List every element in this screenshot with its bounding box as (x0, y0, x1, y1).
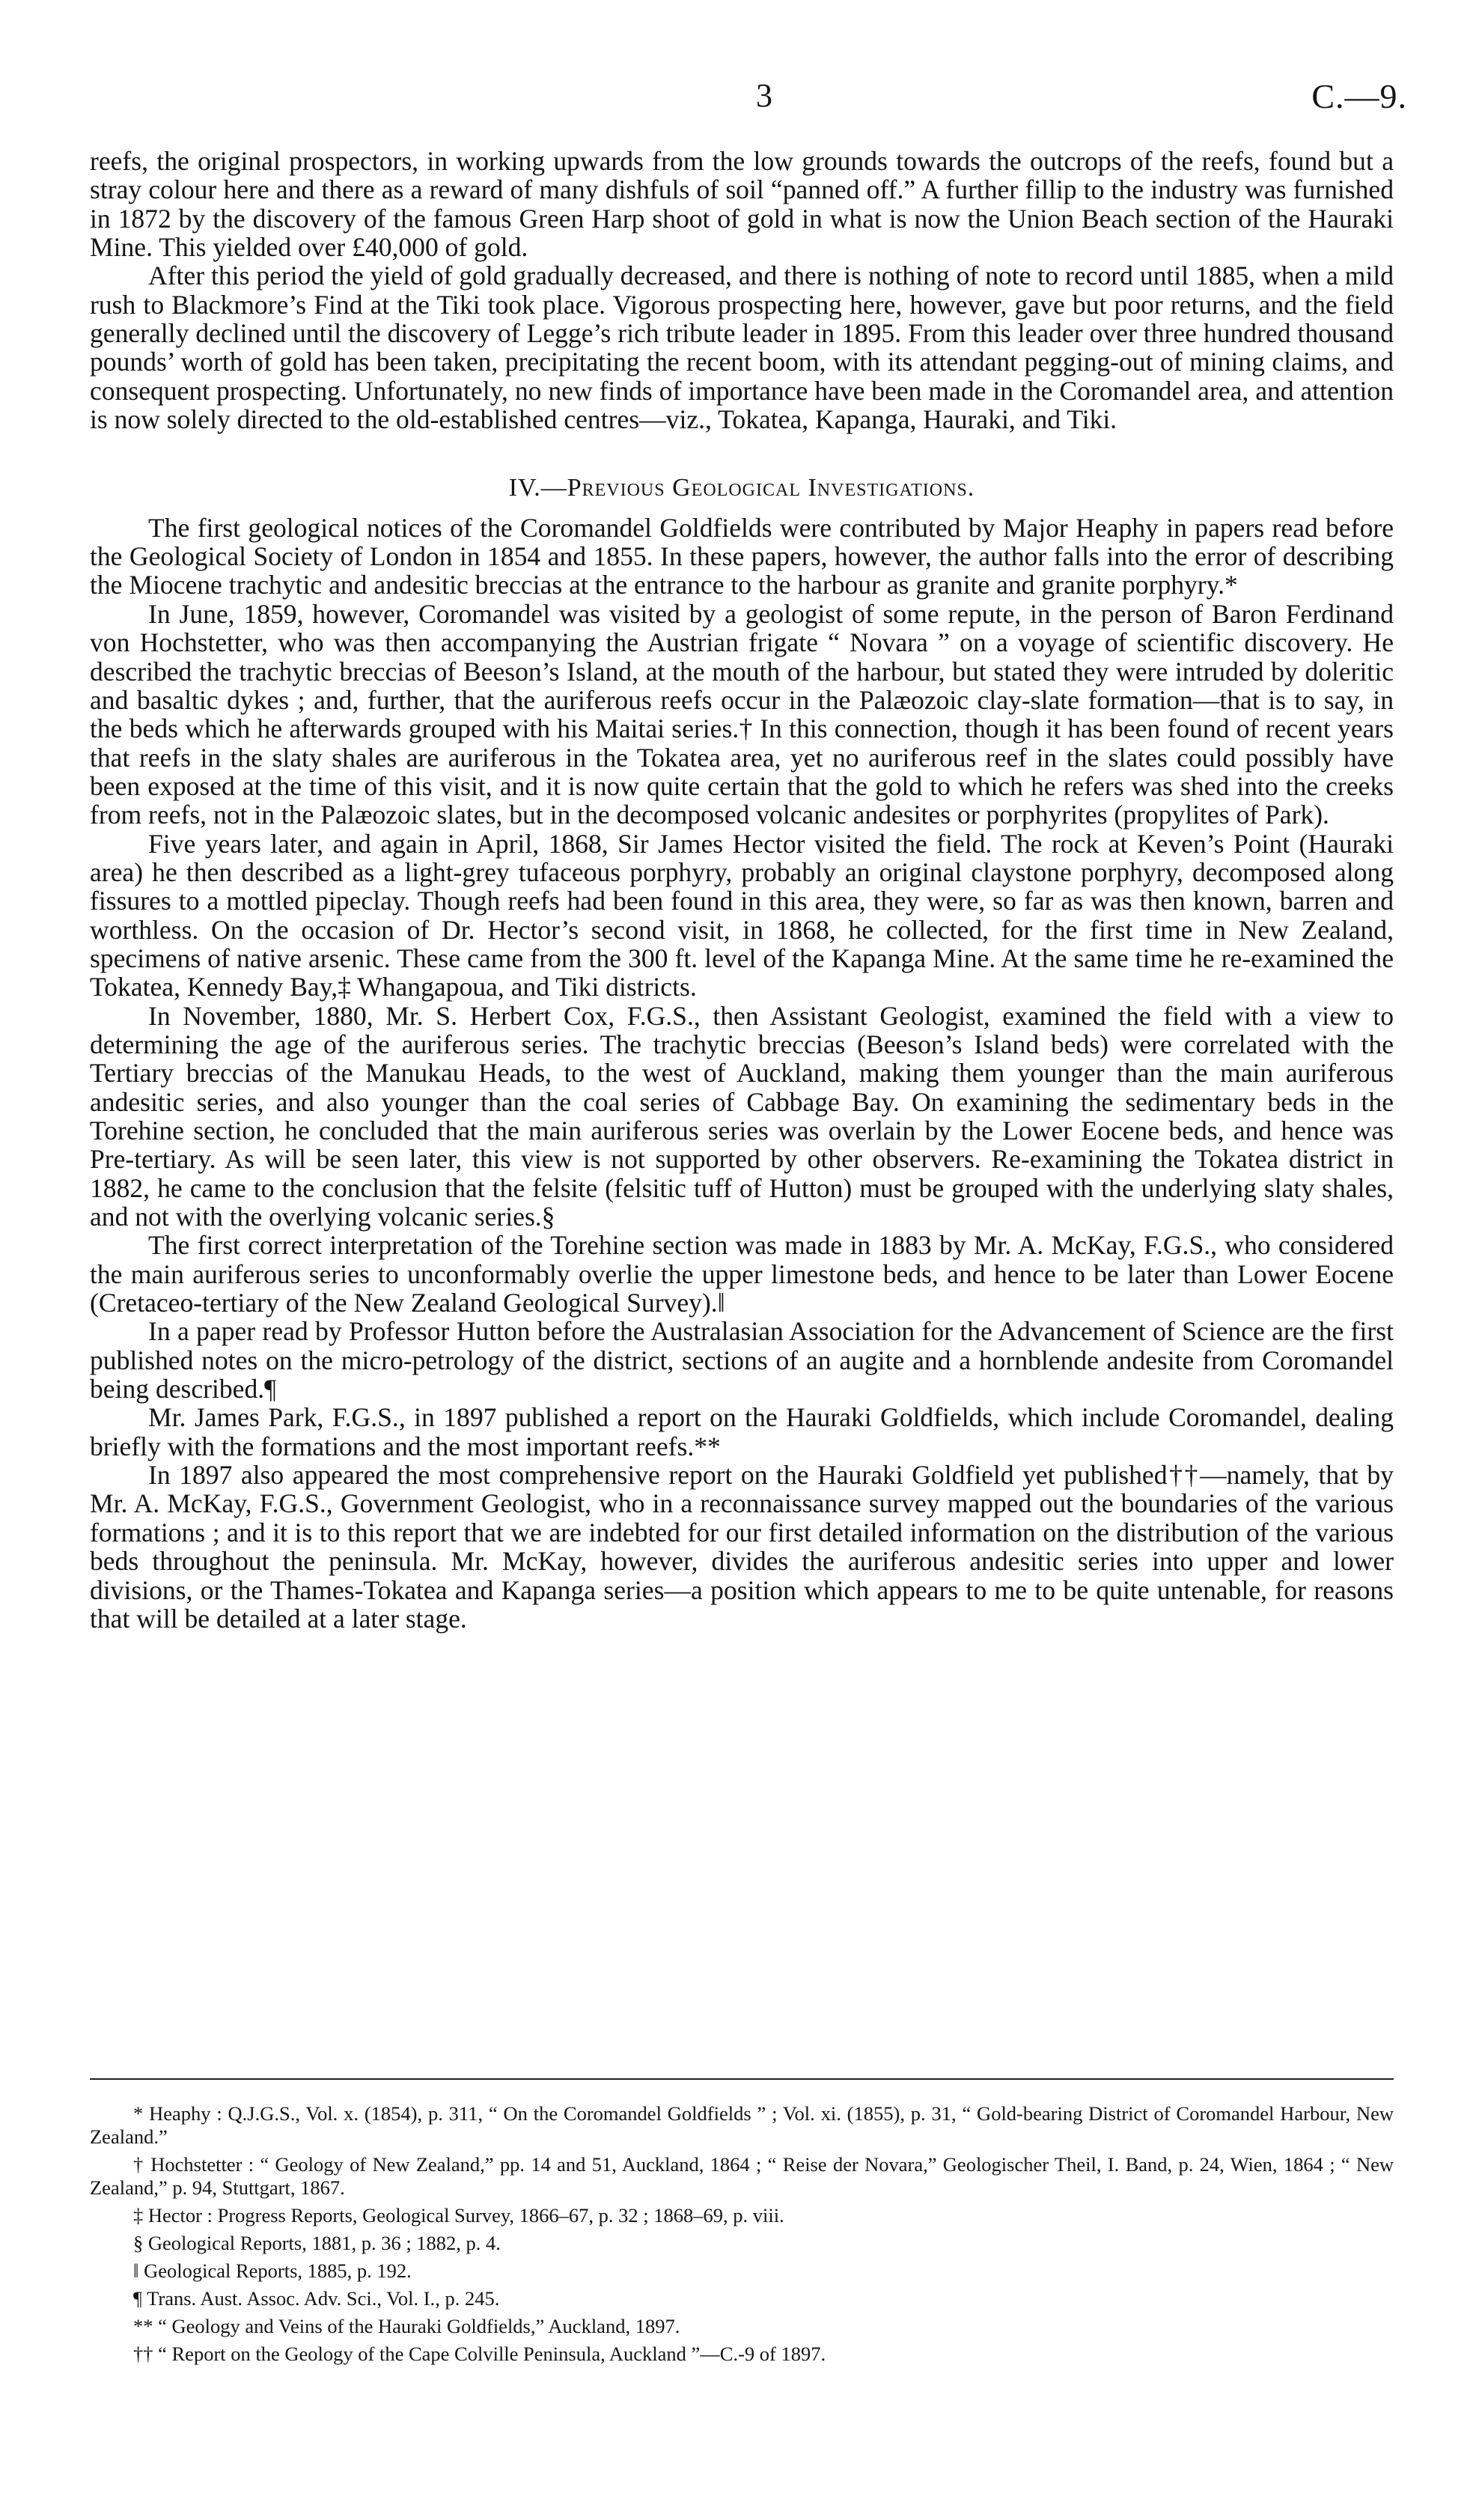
paragraph: Five years later, and again in April, 1868, Sir James Hector visited the field. The rock at Keven’s Point (Hauraki area) he then described as a light-grey tufaceous porphyry, probably an original claystone porphyry, decomposed along fissures to a mottled pipeclay. Though reefs had been found in this area, they were, so far as was then known, barren and worthless. On the occasion of Dr. Hector’s second visit, in 1868, he collected, for the first time in New Zealand, specimens of native arsenic. These came from the 300 ft. level of the Kapanga Mine. At the same time he re-examined the Tokatea, Kennedy Bay,‡ Whangapoua, and Tiki districts. (90, 828, 1394, 1002)
section-title: Previous Geological Investigations. (567, 474, 975, 502)
footnote: ‡ Hector : Progress Reports, Geological Survey, 1866–67, p. 32 ; 1868–69, p. viii. (133, 2204, 784, 2227)
paragraph: In November, 1880, Mr. S. Herbert Cox, F.G.S., then Assistant Geologist, examined the field with a view to determining the age of the auriferous series. The trachytic breccias (Beeson’s Island beds) were correlated with the Tertiary breccias of the Manukau Heads, to the west of Auckland, making them younger than the main auriferous andesitic series, and also younger than the coal series of Cabbage Bay. On examining the sedimentary beds in the Torehine section, he concluded that the main auriferous series was overlain by the Lower Eocene beds, and hence was Pre-tertiary. As will be seen later, this view is not supported by other observers. Re-examining the Tokatea district in 1882, he came to the conclusion that the felsite (felsitic tuff of Hutton) must be grouped with the underlying slaty shales, and not with the overlying volcanic series.§ (90, 1000, 1394, 1232)
footnote: * Heaphy : Q.J.G.S., Vol. x. (1854), p. 311, “ On the Coromandel Goldfields ” ; Vol. xi. (1855), p. 31, “ Gold-bearing District of Coromandel Harbour, New Zealand.” (90, 2102, 1394, 2148)
paragraph: The first correct interpretation of the Torehine section was made in 1883 by Mr. A. McKay, F.G.S., who considered the main auriferous series to unconformably overlie the upper limestone beds, and hence to be later than Lower Eocene (Cretaceo-tertiary of the New Zealand Geological Survey).‖ (90, 1230, 1394, 1318)
paragraph: After this period the yield of gold gradually decreased, and there is nothing of note to record until 1885, when a mild rush to Blackmore’s Find at the Tiki took place. Vigorous prospecting here, however, gave but poor returns, and the field generally declined until the discovery of Legge’s rich tribute leader in 1895. From this leader over three hundred thousand pounds’ worth of gold has been taken, precipitating the recent boom, with its attendant pegging-out of mining claims, and consequent prospecting. Unfortunately, no new finds of importance have been made in the Coromandel area, and attention is now solely directed to the old-established centres—viz., Tokatea, Kapanga, Hauraki, and Tiki. (90, 261, 1394, 435)
footnote: ** “ Geology and Veins of the Hauraki Goldfields,” Auckland, 1897. (133, 2315, 680, 2337)
section-number: IV.— (508, 474, 567, 502)
paragraph: In 1897 also appeared the most comprehensive report on the Hauraki Goldfield yet published††—namely, that by Mr. A. McKay, F.G.S., Government Geologist, who in a reconnaissance survey mapped out the boundaries of the various formations ; and it is to this report that we are indebted for our first detailed information on the distribution of the various beds throughout the peninsula. Mr. McKay, however, divides the auriferous andesitic series into upper and lower divisions, or the Thames-Tokatea and Kapanga series—a position which appears to me to be quite untenable, for reasons that will be detailed at a later stage. (90, 1460, 1394, 1634)
paragraph: Mr. James Park, F.G.S., in 1897 published a report on the Hauraki Goldfields, which include Coromandel, dealing briefly with the formations and the most important reefs.** (90, 1402, 1394, 1461)
paragraph: The first geological notices of the Coromandel Goldfields were contributed by Major Heaphy in papers read before the Geological Society of London in 1854 and 1855. In these papers, however, the author falls into the error of describing the Miocene trachytic and andesitic breccias at the entrance to the harbour as granite and granite porphyry.* (90, 512, 1394, 600)
footnote: ‖ Geological Reports, 1885, p. 192. (133, 2259, 412, 2282)
footnote: †† “ Report on the Geology of the Cape Colville Peninsula, Auckland ”—C.-9 of 1897. (133, 2343, 826, 2365)
footnote-divider (90, 2078, 1394, 2080)
footnotes (90, 2102, 1394, 2370)
footnote: † Hochstetter : “ Geology of New Zealand,” pp. 14 and 51, Auckland, 1864 ; “ Reise der Novara,” Geologischer Theil, I. Band, p. 24, Wien, 1864 ; “ New Zealand,” p. 94, Stuttgart, 1867. (90, 2153, 1394, 2199)
document-code: C.—9. (1311, 77, 1407, 115)
footnote: § Geological Reports, 1881, p. 36 ; 1882, p. 4. (133, 2232, 501, 2254)
paragraph-continuation: reefs, the original prospectors, in working upwards from the low grounds towards the outcrops of the reefs, found but a stray colour here and there as a reward of many dishfuls of soil “panned off.” A further fillip to the industry was furnished in 1872 by the discovery of the famous Green Harp shoot of gold in what is now the Union Beach section of the Hauraki Mine. This yielded over £40,000 of gold. (90, 146, 1394, 263)
page-header (0, 76, 1476, 121)
paragraph: In a paper read by Professor Hutton before the Australasian Association for the Advancement of Science are the first published notes on the micro-petrology of the district, sections of an augite and a hornblende andesite from Coromandel being described.¶ (90, 1316, 1394, 1404)
footnote: ¶ Trans. Aust. Assoc. Adv. Sci., Vol. I., p. 245. (133, 2287, 500, 2310)
page-number: 3 (756, 77, 772, 114)
section-heading (90, 474, 1394, 502)
body-text (90, 147, 1394, 1633)
paragraph: In June, 1859, however, Coromandel was visited by a geologist of some repute, in the person of Baron Ferdinand von Hochstetter, who was then accompanying the Austrian frigate “ Novara ” on a voyage of scientific discovery. He described the trachytic breccias of Beeson’s Island, at the mouth of the harbour, but stated they were intruded by doleritic and basaltic dykes ; and, further, that the auriferous reefs occur in the Palæozoic clay-slate formation—that is to say, in the beds which he afterwards grouped with his Maitai series.† In this connection, though it has been found of recent years that reefs in the slaty shales are auriferous in the Tokatea area, yet no auriferous reef in the slates could possibly have been exposed at the time of this visit, and it is now quite certain that the gold to which he refers was shed into the creeks from reefs, not in the Palæozoic slates, but in the decomposed volcanic andesites or porphyrites (propylites of Park). (90, 598, 1394, 830)
